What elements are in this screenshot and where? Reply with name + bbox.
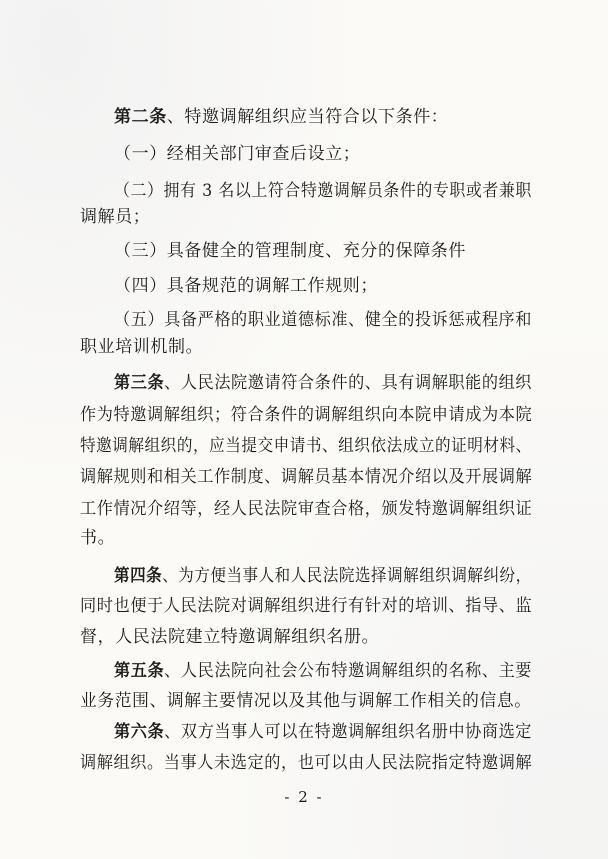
line-text: 调解员； xyxy=(80,207,151,227)
condition-5-cont xyxy=(80,336,203,358)
line-text: 调解规则和相关工作制度、调解员基本情况介绍以及开展调解 xyxy=(80,467,533,487)
line-text: 作为特邀调解组织；符合条件的调解组织向本院申请成为本院 xyxy=(80,405,533,425)
line-text: 工作情况介绍等，经人民法院审查合格，颁发特邀调解组织证 xyxy=(80,499,533,519)
article-label: 第二条 xyxy=(114,107,167,127)
article-3-line-4 xyxy=(80,466,532,488)
article-3-line-6 xyxy=(80,527,115,549)
article-3-line-5 xyxy=(80,498,532,520)
line-text: 同时也便于人民法院对调解组织进行有针对的培训、指导、监 xyxy=(80,596,533,616)
line-text: 督，人民法院建立特邀调解组织名册。 xyxy=(80,627,380,647)
line-text: （二）拥有 3 名以上符合特邀调解员条件的专职或者兼职 xyxy=(114,181,532,201)
condition-5 xyxy=(114,309,532,331)
line-text: 调解组织。当事人未选定的，也可以由人民法院指定特邀调解 xyxy=(80,753,533,773)
page-number: - 2 - xyxy=(284,788,324,806)
article-2-heading xyxy=(114,106,448,128)
line-text: （一）经相关部门审查后设立； xyxy=(114,144,361,164)
condition-1 xyxy=(114,143,360,165)
line-text: （三）具备健全的管理制度、充分的保障条件 xyxy=(114,241,466,261)
article-3-line-3 xyxy=(80,435,532,457)
article-label: 第五条 xyxy=(114,661,165,681)
article-6-line-2 xyxy=(80,752,532,774)
line-text: 特邀调解组织的，应当提交申请书、组织依法成立的证明材料、 xyxy=(80,436,532,456)
line-text: 业务范围、调解主要情况以及其他与调解工作相关的信息。 xyxy=(80,691,532,711)
article-3-heading xyxy=(114,372,532,394)
article-4-line-3 xyxy=(80,626,379,648)
line-text: （五）具备严格的职业道德标准、健全的投诉惩戒程序和 xyxy=(114,310,532,330)
article-5-line-2 xyxy=(80,690,532,712)
article-5-heading xyxy=(114,660,532,682)
article-text: 、为方便当事人和人民法院选择调解组织调解纠纷， xyxy=(162,566,532,586)
condition-3 xyxy=(114,240,466,262)
condition-2-cont xyxy=(80,206,150,228)
article-3-line-2 xyxy=(80,404,532,426)
article-6-heading xyxy=(114,721,532,743)
condition-2 xyxy=(114,180,532,202)
article-text: 、特邀调解组织应当符合以下条件： xyxy=(166,107,449,127)
article-text: 、双方当事人可以在特邀调解组织名册中协商选定 xyxy=(164,722,533,742)
article-4-heading xyxy=(114,565,532,587)
article-label: 第六条 xyxy=(114,722,165,742)
line-text: （四）具备规范的调解工作规则； xyxy=(114,276,378,296)
article-text: 、人民法院向社会公布特邀调解组织的名称、主要 xyxy=(164,661,533,681)
article-text: 、人民法院邀请符合条件的、具有调解职能的组织 xyxy=(164,373,533,393)
article-label: 第三条 xyxy=(114,373,165,393)
article-label: 第四条 xyxy=(114,566,163,586)
line-text: 书。 xyxy=(80,528,116,548)
condition-4 xyxy=(114,275,378,297)
article-4-line-2 xyxy=(80,595,532,617)
line-text: 职业培训机制。 xyxy=(80,337,204,357)
